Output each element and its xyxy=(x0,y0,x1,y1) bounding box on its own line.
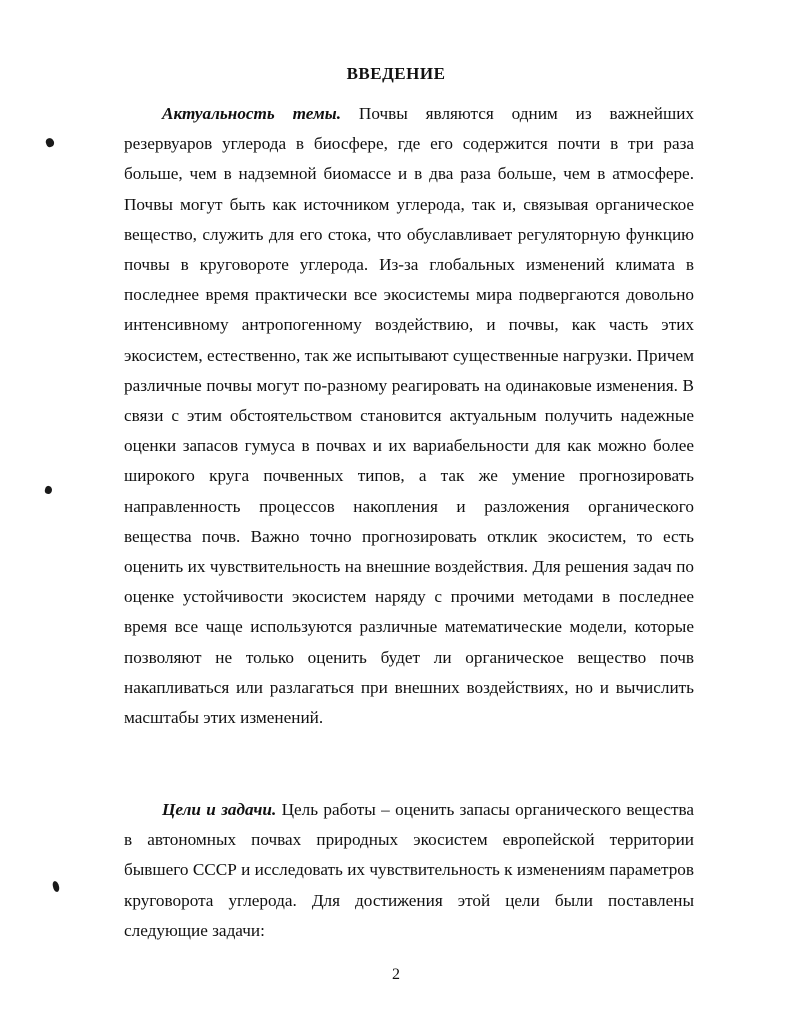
paragraph-relevance xyxy=(124,99,694,733)
paragraph-text: Цель работы – оценить запасы органического вещества в автономных почвах природных экосистем европейской территории бывшего СССР и исследовать их чувствительность к изменениям параметров круговорота углерода. Для достижения этой цели были поставлены следующие задачи: xyxy=(124,800,694,940)
paragraph-goals xyxy=(124,795,694,946)
page-number: 2 xyxy=(392,966,400,983)
scan-speck xyxy=(44,485,53,495)
paragraph-lead: Актуальность темы. xyxy=(162,104,342,123)
paragraph-text: Почвы являются одним из важнейших резервуаров углерода в биосфере, где его содержится почти в три раза больше, чем в надземной биомассе и в два раза больше, чем в атмосфере. Почвы могут быть как источником углерода, так и, связывая органическое вещество, служить для его стока, что обуславливает регуляторную функцию почвы в круговороте углерода. Из-за глобальных изменений климата в последнее время практически все экосистемы мира подвергаются довольно интенсивному антропогенному воздействию, и почвы, как часть этих экосистем, естественно, так же испытывают существенные нагрузки. Причем различные почвы могут по-разному реагировать на одинаковые изменения. В связи с этим обстоятельством становится актуальным получить надежные оценки запасов гумуса в почвах и их вариабельности для как можно более широкого круга почвенных типов, а так же умение прогнозировать направленность процессов накопления и разложения органического вещества почв. Важно точно прогнозировать отклик экосистем, то есть оценить их чувствительность на внешние воздействия. Для решения задач по оценке устойчивости экосистем наряду с прочими методами в последнее время все чаще используются различные математические модели, которые позволяют не только оценить будет ли органическое вещество почв накапливаться или разлагаться при внешних воздействиях, но и вычислить масштабы этих изменений. xyxy=(124,104,695,728)
paragraph-lead: Цели и задачи. xyxy=(162,800,277,819)
scan-speck xyxy=(52,881,60,893)
section-heading: ВВЕДЕНИЕ xyxy=(346,64,446,83)
scan-speck xyxy=(45,137,56,148)
